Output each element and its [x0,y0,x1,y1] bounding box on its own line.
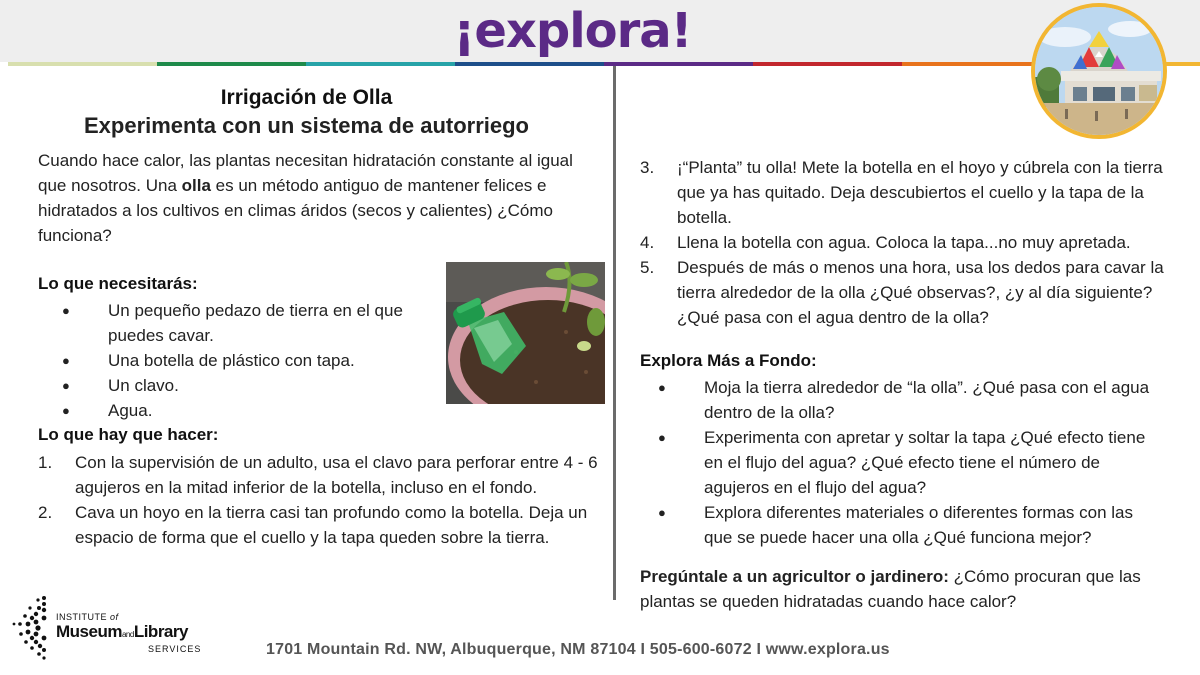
explore-more-heading: Explora Más a Fondo: [640,351,817,370]
intro-paragraph [38,148,593,248]
step-number: 4. [640,233,655,252]
step-number: 3. [640,158,655,177]
step-number: 2. [38,503,53,522]
page-title: Irrigación de Olla [220,86,393,109]
needs-heading: Lo que necesitarás: [38,274,198,293]
imls-services: SERVICES [148,644,202,654]
steps-heading: Lo que hay que hacer: [38,425,219,444]
olla-bottle-illustration [446,262,605,404]
step-text: Cava un hoyo en la tierra casi tan profundo como la botella. Deja un espacio de forma que el cuello y la tapa queden sobre la tierra. [75,503,588,547]
stripe-segment [902,62,1051,66]
color-stripe [8,62,1200,66]
step-number: 5. [640,258,655,277]
footer-contact: 1701 Mountain Rd. NW, Albuquerque, NM 87104 I 505-600-6072 I www.explora.us [266,641,890,658]
steps-list-left [38,450,606,550]
stripe-segment [604,62,753,66]
list-item: ● Una botella de plástico con tapa. [62,348,442,373]
explora-logo: ¡explora! [453,3,692,59]
list-item [38,500,606,550]
intro-bold-word: olla [181,176,211,195]
stripe-segment [8,62,157,66]
stripe-segment [157,62,306,66]
stripe-segment [306,62,455,66]
list-item [38,450,606,500]
needs-list [62,298,442,423]
stripe-segment [753,62,902,66]
explore-more-list [658,375,1158,550]
page-subtitle: Experimenta con un sistema de autorriego [83,113,529,138]
list-item: ● Explora diferentes materiales o diferentes formas con las que se puede hacer una olla ¿Qué funciona mejor? [658,500,1158,550]
stripe-segment [455,62,604,66]
imls-line1 [56,612,201,622]
museum-building-photo [1031,3,1167,139]
closing-bold: Pregúntale a un agricultor o jardinero: [640,567,949,586]
closing-text: ¿Cómo procuran que las plantas se queden hidratadas cuando hace calor? [640,567,1141,611]
step-text: Con la supervisión de un adulto, usa el clavo para perforar entre 4 - 6 agujeros en la mitad inferior de la botella, incluso en el fondo. [75,453,598,497]
imls-wordmark [56,612,201,654]
list-item: ● Un clavo. [62,373,442,398]
list-item [640,255,1170,330]
step-text: Llena la botella con agua. Coloca la tapa...no muy apretada. [677,233,1131,252]
list-item [640,230,1170,255]
column-divider [613,66,616,600]
intro-text-before: Cuando hace calor, las plantas necesitan hidratación constante al igual que nosotros. Una [38,151,573,195]
list-item [640,155,1170,230]
olla-bottle-photo [446,262,605,404]
museum-building-illustration [1035,7,1163,135]
imls-institute: INSTITUTE [56,612,107,622]
step-number: 1. [38,453,53,472]
steps-list-right [640,155,1170,330]
imls-museum: Museum [56,622,122,641]
imls-line2 [56,622,201,644]
step-text: ¡“Planta” tu olla! Mete la botella en el hoyo y cúbrela con la tierra que ya has quitado. Deja descubiertos el cuello y la tapa de la botella. [677,158,1163,227]
list-item: ● Agua. [62,398,442,423]
imls-of: of [110,612,119,622]
imls-library: Library [133,622,188,641]
list-item: ● Moja la tierra alrededor de “la olla”. ¿Qué pasa con el agua dentro de la olla? [658,375,1158,425]
step-text: Después de más o menos una hora, usa los dedos para cavar la tierra alrededor de la olla ¿Qué observas?, ¿y al día siguiente? ¿Qué pasa con el agua dentro de la olla? [677,258,1164,327]
imls-and: and [121,630,134,639]
list-item: ● Un pequeño pedazo de tierra en el que puedes cavar. [62,298,442,348]
list-item: ● Experimenta con apretar y soltar la tapa ¿Qué efecto tiene en el flujo del agua? ¿Qué efecto tiene el número de agujeros en el flujo del agua? [658,425,1158,500]
closing-question [640,564,1160,614]
intro-text-after: es un método antiguo de mantener felices e hidratados a los cultivos en climas áridos (secos y calientes) ¿Cómo funciona? [38,176,553,245]
